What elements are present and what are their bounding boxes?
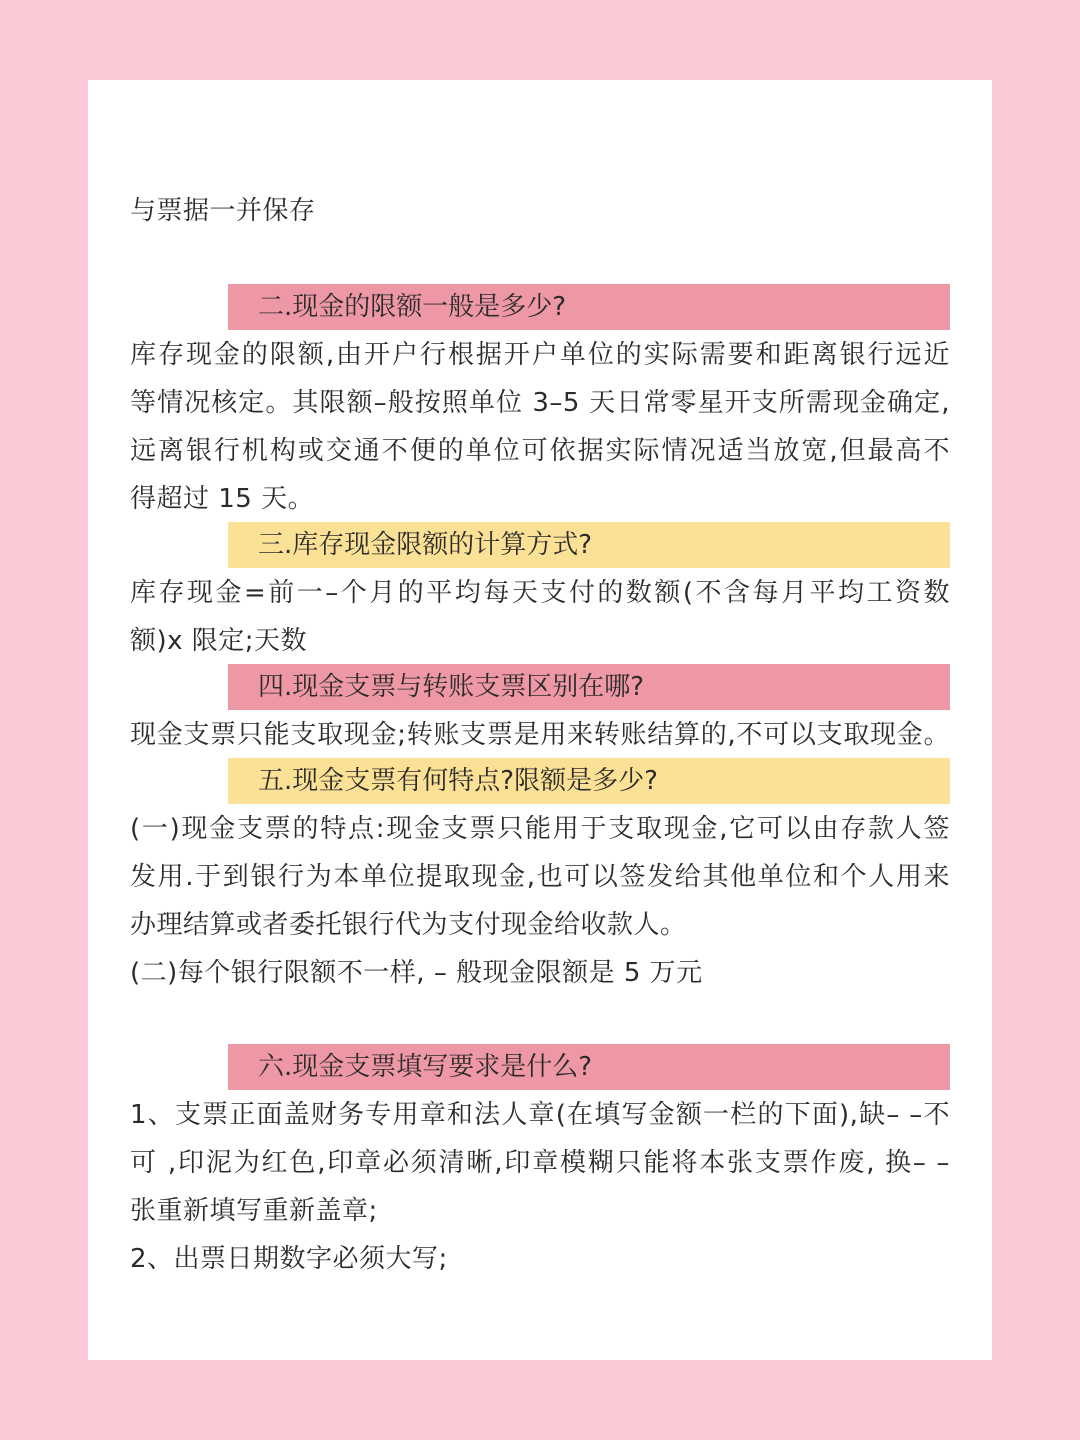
section-5-line-3: 办理结算或者委托银行代为支付现金给收款人。 [130,910,687,940]
section-heading-3: 三.库存现金限额的计算方式? [228,522,950,568]
section-3-line-1: 库存现金=前一–个月的平均每天支付的数额(不含每月平均工资数 [130,578,950,608]
section-4-line-1: 现金支票只能支取现金;转账支票是用来转账结算的,不可以支取现金。 [130,720,950,750]
section-heading-4: 四.现金支票与转账支票区别在哪? [228,664,950,710]
section-2-line-2: 等情况核定。其限额–般按照单位 3–5 天日常零星开支所需现金确定, [130,388,950,418]
section-2-line-1: 库存现金的限额,由开户行根据开户单位的实际需要和距离银行远近 [130,340,950,370]
intro-text: 与票据一并保存 [130,196,316,226]
section-5-line-2: 发用.于到银行为本单位提取现金,也可以签发给其他单位和个人用来 [130,862,950,892]
section-5-line-1: (一)现金支票的特点:现金支票只能用于支取现金,它可以由存款人签 [130,814,950,844]
section-3-line-2: 额)x 限定;天数 [130,626,308,656]
section-heading-5: 五.现金支票有何特点?限额是多少? [228,758,950,804]
section-6-line-2: 可 ,印泥为红色,印章必须清晰,印章模糊只能将本张支票作废, 换– – [130,1148,950,1178]
section-6-line-1: 1、支票正面盖财务专用章和法人章(在填写金额一栏的下面),缺– –不 [130,1100,950,1130]
section-heading-2: 二.现金的限额一般是多少? [228,284,950,330]
section-6-line-4: 2、出票日期数字必须大写; [130,1244,448,1274]
section-6-line-3: 张重新填写重新盖章; [130,1196,378,1226]
section-2-line-4: 得超过 15 天。 [130,484,315,514]
section-2-line-3: 远离银行机构或交通不便的单位可依据实际情况适当放宽,但最高不 [130,436,950,466]
section-5-line-4: (二)每个银行限额不一样, – 般现金限额是 5 万元 [130,958,703,988]
section-heading-6: 六.现金支票填写要求是什么? [228,1044,950,1090]
